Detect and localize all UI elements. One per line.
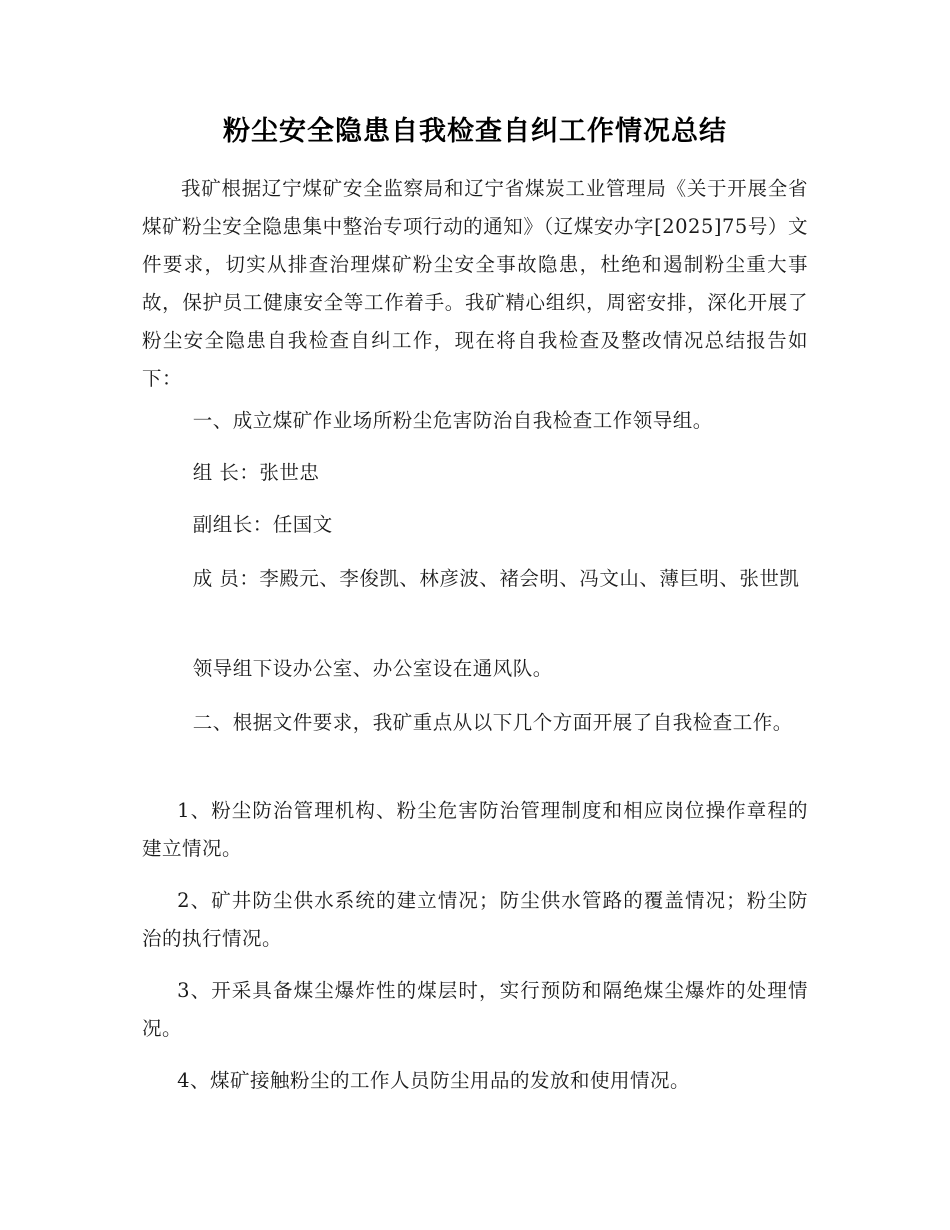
item-1: 1、粉尘防治管理机构、粉尘危害防治管理制度和相应岗位操作章程的建立情况。 [142, 799, 808, 860]
intro-paragraph: 我矿根据辽宁煤矿安全监察局和辽宁省煤炭工业管理局《关于开展全省煤矿粉尘安全隐患集中整治专项行动的通知》（辽煤安办字[2025]75号）文件要求，切实从排查治理煤矿粉尘安全事故隐患，杜绝和遏制粉尘重大事故，保护员工健康安全等工作着手。我矿精心组织，周密安排，深化开展了粉尘安全隐患自我检查自纠工作，现在将自我检查及整改情况总结报告如下： [142, 177, 808, 390]
section-one-heading: 一、成立煤矿作业场所粉尘危害防治自我检查工作领导组。 [192, 409, 713, 432]
section-two-heading: 二、根据文件要求，我矿重点从以下几个方面开展了自我检查工作。 [192, 711, 793, 734]
item-2: 2、矿井防尘供水系统的建立情况；防尘供水管路的覆盖情况；粉尘防治的执行情况。 [142, 889, 808, 950]
leader-line: 组 长：张世忠 [192, 461, 320, 484]
deputy-leader-line: 副组长：任国文 [192, 513, 333, 536]
item-3: 3、开采具备煤尘爆炸性的煤层时，实行预防和隔绝煤尘爆炸的处理情况。 [142, 979, 808, 1040]
office-line: 领导组下设办公室、办公室设在通风队。 [192, 657, 553, 680]
document-title: 粉尘安全隐患自我检查自纠工作情况总结 [223, 116, 727, 147]
item-4: 4、煤矿接触粉尘的工作人员防尘用品的发放和使用情况。 [177, 1069, 691, 1092]
members-line: 成 员：李殿元、李俊凯、林彦波、褚会明、冯文山、薄巨明、张世凯 [192, 567, 800, 590]
